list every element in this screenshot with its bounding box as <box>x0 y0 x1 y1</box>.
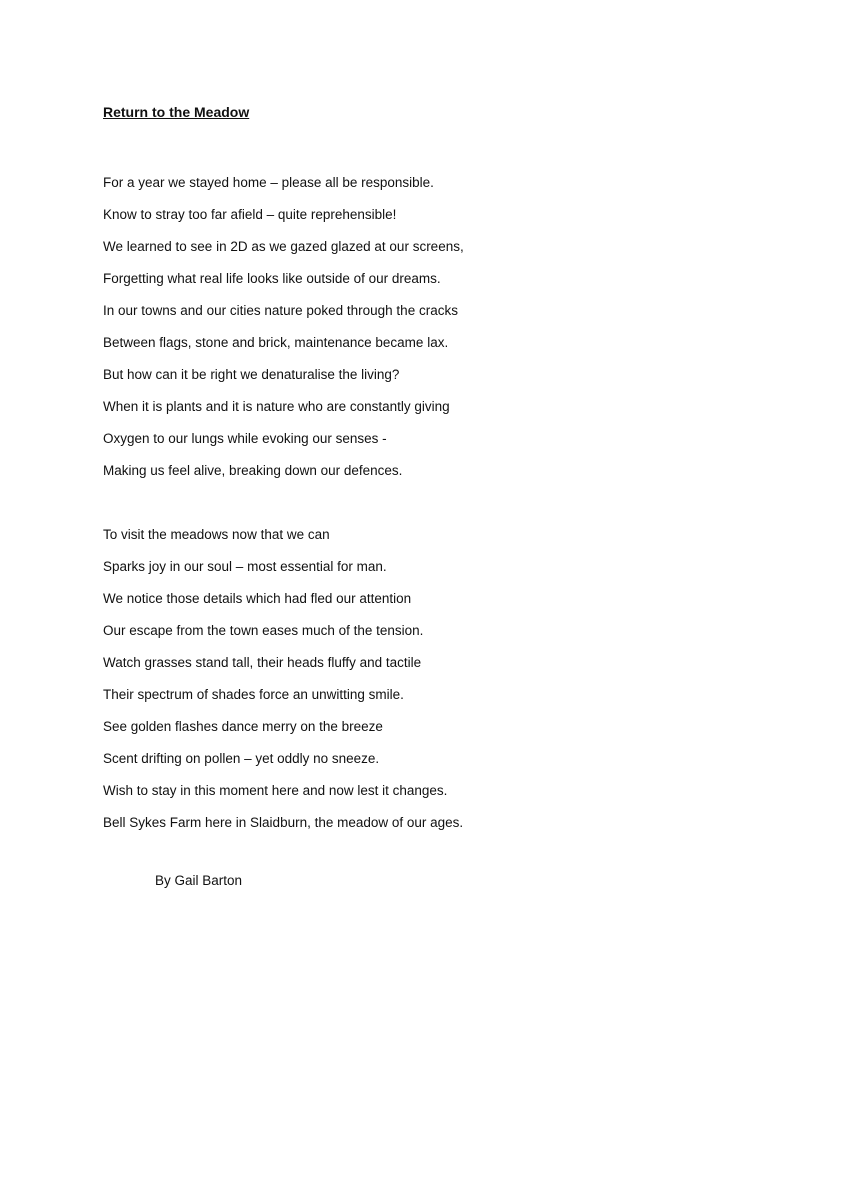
poem-line: Scent drifting on pollen – yet oddly no sneeze. <box>103 751 380 766</box>
poem-line: We notice those details which had fled our attention <box>103 591 412 606</box>
poem-line: Between flags, stone and brick, maintenance became lax. <box>103 335 449 350</box>
poem-line: Bell Sykes Farm here in Slaidburn, the meadow of our ages. <box>103 815 464 830</box>
stanza-1 <box>103 167 464 487</box>
poem-line: We learned to see in 2D as we gazed glazed at our screens, <box>103 239 464 254</box>
stanza-2 <box>103 519 463 839</box>
poem-line: Wish to stay in this moment here and now lest it changes. <box>103 783 448 798</box>
poem-line: For a year we stayed home – please all be responsible. <box>103 175 434 190</box>
poem-line: See golden flashes dance merry on the breeze <box>103 719 383 734</box>
poem-line: To visit the meadows now that we can <box>103 527 330 542</box>
poem-line: Making us feel alive, breaking down our defences. <box>103 463 403 478</box>
poem-line: Our escape from the town eases much of the tension. <box>103 623 424 638</box>
poem-line: But how can it be right we denaturalise the living? <box>103 367 400 382</box>
poem-line: In our towns and our cities nature poked through the cracks <box>103 303 458 318</box>
author-credit: By Gail Barton <box>155 873 243 888</box>
poem-title: Return to the Meadow <box>103 104 250 120</box>
poem-line: When it is plants and it is nature who are constantly giving <box>103 399 450 414</box>
poem-line: Know to stray too far afield – quite reprehensible! <box>103 207 397 222</box>
poem-line: Forgetting what real life looks like outside of our dreams. <box>103 271 441 286</box>
poem-line: Watch grasses stand tall, their heads fluffy and tactile <box>103 655 422 670</box>
poem-line: Sparks joy in our soul – most essential for man. <box>103 559 387 574</box>
poem-line: Their spectrum of shades force an unwitting smile. <box>103 687 404 702</box>
poem-line: Oxygen to our lungs while evoking our senses - <box>103 431 387 446</box>
